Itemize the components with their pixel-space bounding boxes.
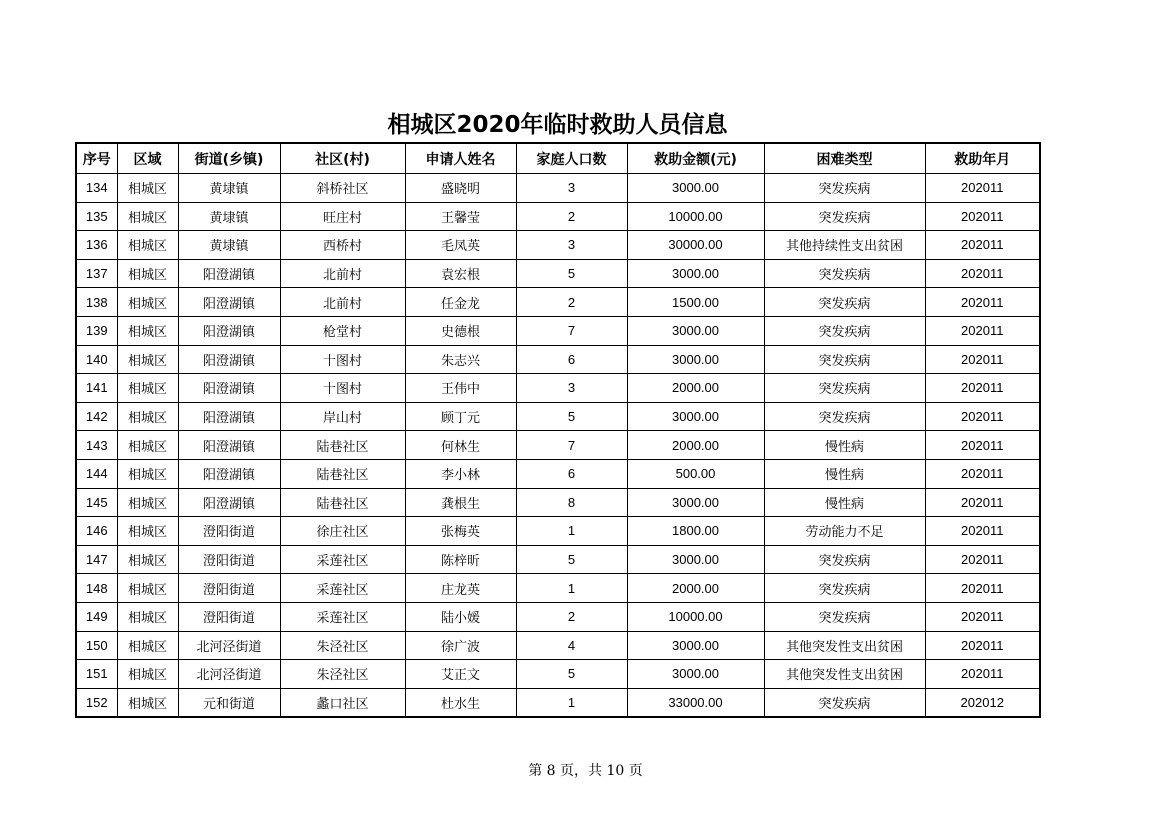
table-row [76,574,1040,603]
cell-hardship-type: 突发疾病 [764,316,925,345]
cell-community: 十图村 [280,374,405,403]
table-row [76,517,1040,546]
cell-amount: 3000.00 [627,345,764,374]
cell-amount: 3000.00 [627,174,764,203]
cell-community: 陆巷社区 [280,488,405,517]
cell-hardship-type: 其他突发性支出贫困 [764,660,925,689]
header-community: 社区(村) [280,143,405,174]
cell-applicant: 任金龙 [405,288,516,317]
cell-district: 相城区 [117,459,178,488]
cell-household-size: 5 [516,660,627,689]
table-row [76,602,1040,631]
cell-household-size: 2 [516,202,627,231]
cell-community: 采莲社区 [280,602,405,631]
cell-index: 140 [76,345,117,374]
cell-amount: 3000.00 [627,488,764,517]
header-row [76,143,1040,174]
cell-index: 149 [76,602,117,631]
cell-amount: 3000.00 [627,402,764,431]
cell-amount: 500.00 [627,459,764,488]
table-row [76,488,1040,517]
cell-amount: 2000.00 [627,574,764,603]
cell-index: 134 [76,174,117,203]
cell-street: 澄阳街道 [178,602,280,631]
cell-hardship-type: 突发疾病 [764,374,925,403]
cell-applicant: 朱志兴 [405,345,516,374]
table-row [76,345,1040,374]
cell-hardship-type: 突发疾病 [764,688,925,717]
cell-relief-month: 202011 [925,202,1040,231]
cell-applicant: 龚根生 [405,488,516,517]
cell-index: 136 [76,231,117,260]
cell-district: 相城区 [117,517,178,546]
cell-amount: 10000.00 [627,202,764,231]
cell-street: 阳澄湖镇 [178,345,280,374]
cell-amount: 3000.00 [627,316,764,345]
cell-district: 相城区 [117,688,178,717]
cell-index: 142 [76,402,117,431]
cell-relief-month: 202011 [925,488,1040,517]
header-applicant: 申请人姓名 [405,143,516,174]
cell-relief-month: 202011 [925,631,1040,660]
cell-hardship-type: 突发疾病 [764,345,925,374]
cell-community: 斜桥社区 [280,174,405,203]
cell-district: 相城区 [117,574,178,603]
cell-index: 150 [76,631,117,660]
cell-community: 枪堂村 [280,316,405,345]
cell-community: 西桥村 [280,231,405,260]
header-district: 区域 [117,143,178,174]
cell-index: 138 [76,288,117,317]
cell-relief-month: 202011 [925,231,1040,260]
cell-household-size: 5 [516,545,627,574]
cell-street: 北河泾街道 [178,660,280,689]
cell-applicant: 王馨莹 [405,202,516,231]
cell-relief-month: 202011 [925,545,1040,574]
cell-relief-month: 202011 [925,660,1040,689]
table-row [76,259,1040,288]
cell-hardship-type: 慢性病 [764,431,925,460]
cell-applicant: 张梅英 [405,517,516,546]
cell-applicant: 盛晓明 [405,174,516,203]
table-row [76,545,1040,574]
table-row [76,374,1040,403]
cell-index: 143 [76,431,117,460]
cell-hardship-type: 突发疾病 [764,602,925,631]
cell-relief-month: 202011 [925,316,1040,345]
cell-household-size: 7 [516,316,627,345]
cell-relief-month: 202011 [925,374,1040,403]
cell-household-size: 1 [516,688,627,717]
cell-applicant: 陆小媛 [405,602,516,631]
cell-district: 相城区 [117,660,178,689]
header-relief-month: 救助年月 [925,143,1040,174]
cell-amount: 3000.00 [627,631,764,660]
cell-district: 相城区 [117,631,178,660]
cell-applicant: 杜水生 [405,688,516,717]
cell-hardship-type: 突发疾病 [764,259,925,288]
cell-district: 相城区 [117,545,178,574]
cell-amount: 2000.00 [627,374,764,403]
cell-district: 相城区 [117,402,178,431]
cell-district: 相城区 [117,431,178,460]
cell-community: 蠡口社区 [280,688,405,717]
cell-street: 阳澄湖镇 [178,459,280,488]
cell-relief-month: 202011 [925,345,1040,374]
cell-community: 北前村 [280,259,405,288]
cell-hardship-type: 突发疾病 [764,402,925,431]
table-row [76,631,1040,660]
table-row [76,431,1040,460]
cell-household-size: 6 [516,345,627,374]
cell-street: 阳澄湖镇 [178,402,280,431]
cell-index: 145 [76,488,117,517]
cell-applicant: 何林生 [405,431,516,460]
cell-street: 阳澄湖镇 [178,288,280,317]
cell-household-size: 1 [516,517,627,546]
cell-household-size: 8 [516,488,627,517]
cell-street: 黄埭镇 [178,231,280,260]
cell-relief-month: 202011 [925,574,1040,603]
cell-amount: 33000.00 [627,688,764,717]
cell-household-size: 5 [516,402,627,431]
cell-index: 141 [76,374,117,403]
cell-hardship-type: 突发疾病 [764,288,925,317]
cell-district: 相城区 [117,345,178,374]
cell-relief-month: 202011 [925,459,1040,488]
cell-relief-month: 202011 [925,259,1040,288]
table-row [76,688,1040,717]
cell-street: 阳澄湖镇 [178,488,280,517]
cell-household-size: 1 [516,574,627,603]
cell-street: 澄阳街道 [178,517,280,546]
cell-district: 相城区 [117,202,178,231]
cell-amount: 3000.00 [627,259,764,288]
cell-relief-month: 202011 [925,517,1040,546]
header-street: 街道(乡镇) [178,143,280,174]
cell-applicant: 李小林 [405,459,516,488]
cell-household-size: 3 [516,231,627,260]
table-row [76,660,1040,689]
cell-street: 阳澄湖镇 [178,259,280,288]
cell-district: 相城区 [117,231,178,260]
cell-relief-month: 202011 [925,174,1040,203]
cell-household-size: 6 [516,459,627,488]
cell-amount: 10000.00 [627,602,764,631]
cell-community: 北前村 [280,288,405,317]
cell-district: 相城区 [117,316,178,345]
cell-hardship-type: 其他突发性支出贫困 [764,631,925,660]
cell-hardship-type: 突发疾病 [764,202,925,231]
cell-applicant: 袁宏根 [405,259,516,288]
cell-district: 相城区 [117,602,178,631]
cell-district: 相城区 [117,259,178,288]
cell-applicant: 艾正文 [405,660,516,689]
cell-community: 陆巷社区 [280,459,405,488]
cell-household-size: 7 [516,431,627,460]
cell-applicant: 王伟中 [405,374,516,403]
header-index: 序号 [76,143,117,174]
cell-relief-month: 202011 [925,288,1040,317]
cell-street: 黄埭镇 [178,202,280,231]
cell-community: 十图村 [280,345,405,374]
cell-household-size: 3 [516,374,627,403]
cell-community: 旺庄村 [280,202,405,231]
cell-hardship-type: 慢性病 [764,488,925,517]
cell-hardship-type: 突发疾病 [764,545,925,574]
page-title: 相城区2020年临时救助人员信息 [387,112,728,138]
cell-hardship-type: 突发疾病 [764,574,925,603]
cell-index: 147 [76,545,117,574]
cell-hardship-type: 慢性病 [764,459,925,488]
cell-amount: 1500.00 [627,288,764,317]
cell-district: 相城区 [117,174,178,203]
table-row [76,459,1040,488]
cell-street: 阳澄湖镇 [178,316,280,345]
table-row [76,402,1040,431]
table-row [76,288,1040,317]
cell-index: 137 [76,259,117,288]
cell-household-size: 3 [516,174,627,203]
cell-community: 岸山村 [280,402,405,431]
cell-district: 相城区 [117,288,178,317]
cell-household-size: 4 [516,631,627,660]
table-row [76,231,1040,260]
cell-street: 澄阳街道 [178,574,280,603]
cell-amount: 30000.00 [627,231,764,260]
cell-street: 澄阳街道 [178,545,280,574]
cell-relief-month: 202011 [925,402,1040,431]
cell-amount: 3000.00 [627,545,764,574]
table-row [76,174,1040,203]
cell-community: 采莲社区 [280,545,405,574]
cell-district: 相城区 [117,374,178,403]
header-hardship-type: 困难类型 [764,143,925,174]
cell-community: 朱泾社区 [280,660,405,689]
cell-community: 采莲社区 [280,574,405,603]
cell-index: 144 [76,459,117,488]
page-footer: 第 8 页，共 10 页 [528,763,643,779]
cell-amount: 1800.00 [627,517,764,546]
cell-index: 146 [76,517,117,546]
cell-applicant: 顾丁元 [405,402,516,431]
cell-household-size: 5 [516,259,627,288]
cell-community: 徐庄社区 [280,517,405,546]
cell-index: 151 [76,660,117,689]
cell-index: 139 [76,316,117,345]
cell-applicant: 史德根 [405,316,516,345]
header-amount: 救助金额(元) [627,143,764,174]
table-row [76,316,1040,345]
cell-amount: 2000.00 [627,431,764,460]
cell-street: 阳澄湖镇 [178,374,280,403]
cell-index: 148 [76,574,117,603]
cell-hardship-type: 突发疾病 [764,174,925,203]
cell-index: 152 [76,688,117,717]
cell-hardship-type: 劳动能力不足 [764,517,925,546]
cell-household-size: 2 [516,602,627,631]
cell-applicant: 毛凤英 [405,231,516,260]
cell-amount: 3000.00 [627,660,764,689]
header-household-size: 家庭人口数 [516,143,627,174]
cell-applicant: 庄龙英 [405,574,516,603]
cell-applicant: 陈梓昕 [405,545,516,574]
table-row [76,202,1040,231]
cell-district: 相城区 [117,488,178,517]
cell-relief-month: 202011 [925,602,1040,631]
cell-community: 陆巷社区 [280,431,405,460]
cell-hardship-type: 其他持续性支出贫困 [764,231,925,260]
cell-street: 黄埭镇 [178,174,280,203]
cell-relief-month: 202011 [925,431,1040,460]
cell-street: 北河泾街道 [178,631,280,660]
cell-relief-month: 202012 [925,688,1040,717]
cell-applicant: 徐广波 [405,631,516,660]
relief-table [75,142,1041,718]
cell-street: 阳澄湖镇 [178,431,280,460]
cell-household-size: 2 [516,288,627,317]
cell-community: 朱泾社区 [280,631,405,660]
cell-index: 135 [76,202,117,231]
cell-street: 元和街道 [178,688,280,717]
